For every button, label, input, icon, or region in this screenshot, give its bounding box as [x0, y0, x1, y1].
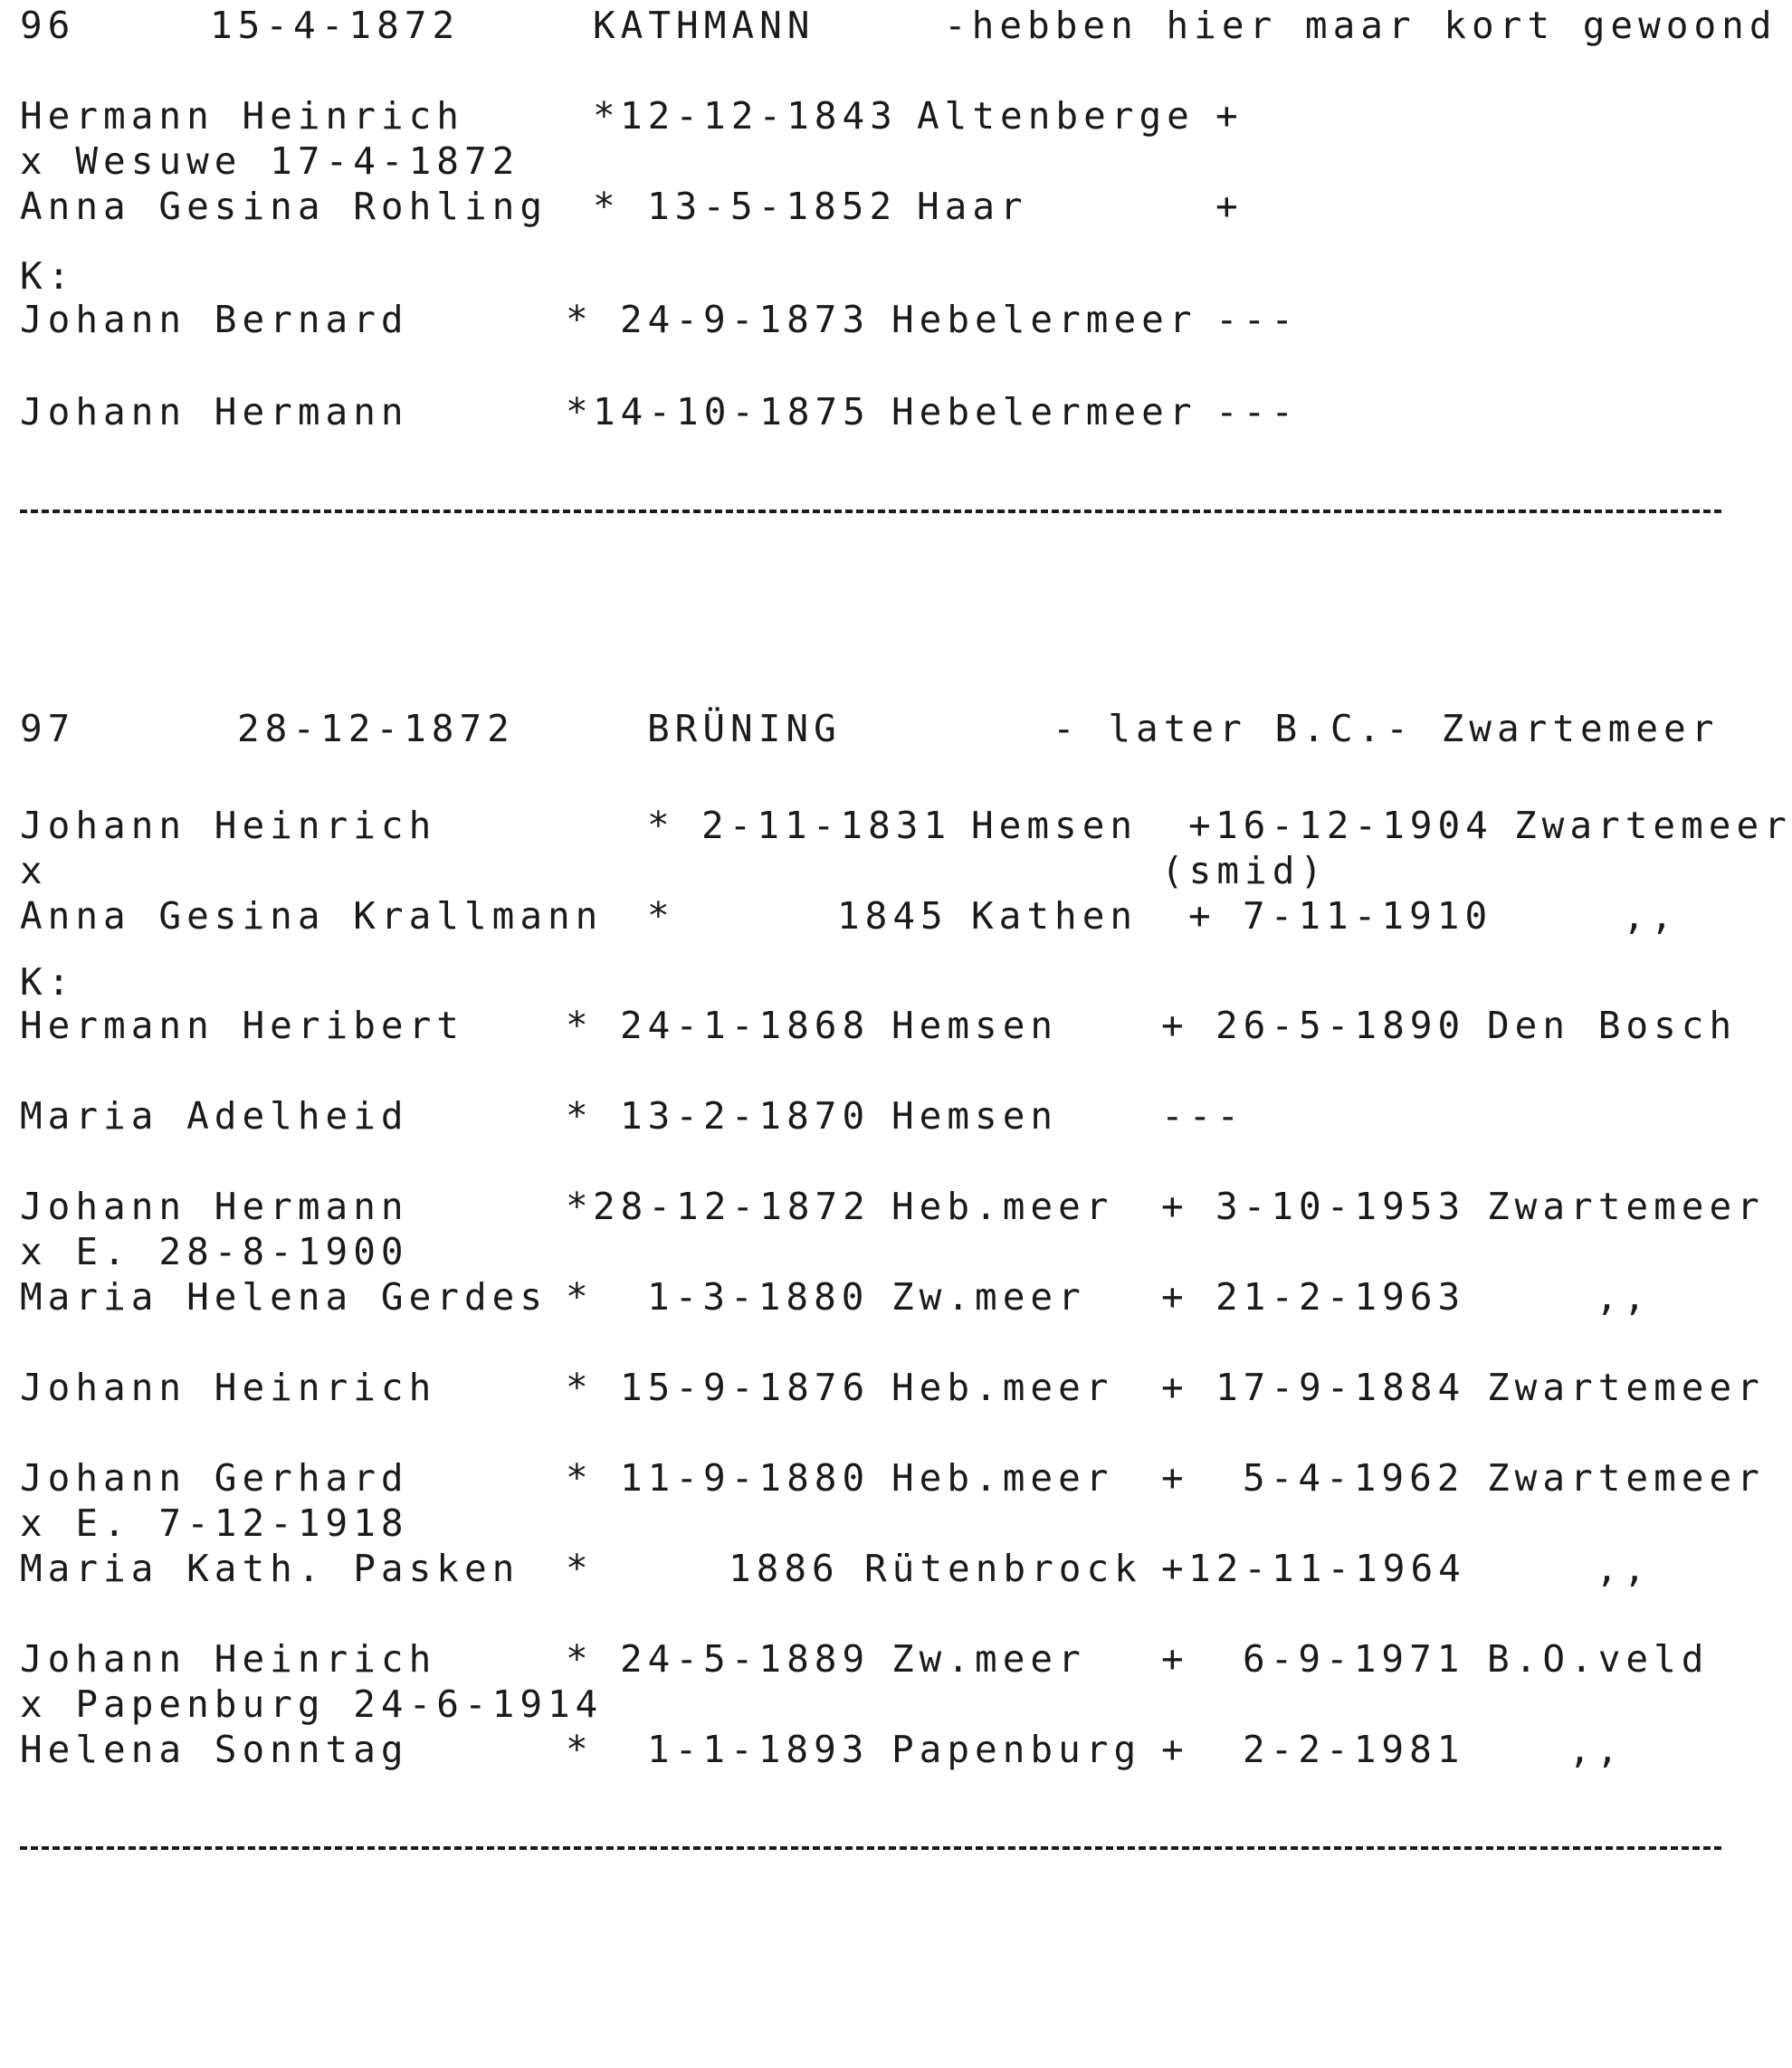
birth-date: 2-11-1831	[701, 804, 952, 847]
birth-mark: *	[647, 804, 675, 847]
birth-place: Hebelermeer	[891, 298, 1197, 341]
birth-date: 11-9-1880	[620, 1456, 871, 1500]
death-place: B.O.veld	[1487, 1637, 1710, 1681]
birth-mark: *	[566, 390, 594, 434]
death-place: ,,	[1568, 1728, 1625, 1771]
person-row	[0, 1094, 1721, 1152]
person-name: Helena Sonntag	[20, 1728, 409, 1771]
person-row	[0, 298, 1721, 356]
person-name: Anna Gesina Krallmann	[20, 894, 604, 938]
death-mark: +	[1188, 894, 1216, 938]
birth-place: Hemsen	[891, 1004, 1059, 1047]
death-mark: +	[1161, 1547, 1189, 1590]
person-name: Johann Hermann	[20, 1185, 409, 1228]
birth-date: 14-10-1875	[593, 390, 871, 434]
birth-mark: *	[566, 298, 594, 341]
birth-place: Hebelermeer	[891, 390, 1197, 434]
death-mark: +	[1188, 804, 1216, 847]
birth-date: 1886	[729, 1547, 840, 1590]
marriage-note: x	[20, 849, 48, 892]
person-name: Hermann Heinrich	[20, 94, 464, 138]
person-row	[0, 390, 1721, 448]
entry-note: - later B.C.- Zwartemeer	[1053, 707, 1720, 750]
birth-mark: *	[593, 185, 621, 228]
person-name: Johann Heinrich	[20, 804, 437, 847]
death-place: Zwartemeer	[1487, 1185, 1765, 1228]
entry-number: 96	[20, 4, 76, 47]
entry-date: 28-12-1872	[237, 707, 515, 750]
entry-note: -hebben hier maar kort gewoond	[944, 4, 1778, 47]
marriage-note: x Wesuwe 17-4-1872	[20, 139, 520, 183]
person-row	[0, 1004, 1738, 1062]
death-date: 17-9-1884	[1215, 1366, 1466, 1409]
death-place: ,,	[1623, 894, 1679, 938]
birth-place: Zw.meer	[891, 1637, 1086, 1681]
birth-place: Hemsen	[971, 804, 1139, 847]
person-row	[0, 185, 1721, 243]
death-mark: ---	[1215, 298, 1300, 341]
death-date: 21-2-1963	[1215, 1275, 1466, 1319]
death-place: ,,	[1596, 1547, 1652, 1590]
birth-place: Heb.meer	[891, 1366, 1114, 1409]
person-name: Johann Heinrich	[20, 1637, 437, 1681]
death-mark: ---	[1161, 1094, 1245, 1138]
death-mark: +	[1161, 1637, 1189, 1681]
children-label: K:	[20, 254, 76, 298]
birth-mark: *	[593, 94, 621, 138]
entry-date: 15-4-1872	[210, 4, 461, 47]
person-name: Hermann Heribert	[20, 1004, 464, 1047]
family-name: BRÜNING	[647, 707, 842, 750]
entry-separator	[20, 1846, 1721, 1850]
death-date: 5-4-1962	[1243, 1456, 1465, 1500]
death-place: Zwartemeer	[1487, 1456, 1765, 1500]
person-row	[0, 1728, 1721, 1786]
birth-date: 24-1-1868	[620, 1004, 871, 1047]
birth-mark: *	[566, 1185, 594, 1228]
death-mark: +	[1215, 94, 1244, 138]
death-place: Zwartemeer	[1514, 804, 1792, 847]
birth-place: Heb.meer	[891, 1456, 1114, 1500]
occupation-note: (smid)	[1161, 849, 1329, 892]
birth-place: Heb.meer	[891, 1185, 1114, 1228]
birth-place: Altenberge	[917, 94, 1195, 138]
birth-date: 15-9-1876	[620, 1366, 871, 1409]
birth-date: 13-2-1870	[620, 1094, 871, 1138]
birth-place: Papenburg	[891, 1728, 1142, 1771]
death-date: 2-2-1981	[1243, 1728, 1465, 1771]
birth-place: Hemsen	[891, 1094, 1059, 1138]
person-name: Johann Heinrich	[20, 1366, 437, 1409]
death-mark: +	[1161, 1456, 1189, 1500]
entry-97-header	[0, 707, 1721, 765]
birth-mark: *	[566, 1637, 594, 1681]
death-date: 7-11-1910	[1243, 894, 1493, 938]
person-name: Johann Bernard	[20, 298, 409, 341]
entry-separator	[20, 510, 1721, 513]
family-name: KATHMANN	[593, 4, 815, 47]
death-mark: +	[1215, 185, 1244, 228]
children-label: K:	[20, 960, 76, 1004]
death-date: 3-10-1953	[1215, 1185, 1466, 1228]
birth-date: 1845	[837, 894, 948, 938]
person-name: Maria Helena Gerdes	[20, 1275, 548, 1319]
death-date: 6-9-1971	[1243, 1637, 1465, 1681]
marriage-note: x E. 7-12-1918	[20, 1501, 409, 1545]
death-mark: +	[1161, 1728, 1189, 1771]
birth-mark: *	[647, 894, 675, 938]
death-place: ,,	[1596, 1275, 1652, 1319]
person-name: Johann Hermann	[20, 390, 409, 434]
birth-place: Kathen	[971, 894, 1139, 938]
birth-date: 28-12-1872	[593, 1185, 871, 1228]
person-row	[0, 894, 1721, 952]
birth-mark: *	[566, 1275, 594, 1319]
birth-date: 1-1-1893	[647, 1728, 870, 1771]
birth-mark: *	[566, 1094, 594, 1138]
birth-date: 24-9-1873	[620, 298, 871, 341]
birth-date: 24-5-1889	[620, 1637, 871, 1681]
entry-number: 97	[20, 707, 76, 750]
death-place: Zwartemeer	[1487, 1366, 1765, 1409]
birth-place: Rütenbrock	[864, 1547, 1142, 1590]
birth-mark: *	[566, 1456, 594, 1500]
person-name: Maria Kath. Pasken	[20, 1547, 520, 1590]
person-row	[0, 1275, 1721, 1333]
death-mark: +	[1161, 1366, 1189, 1409]
death-mark: +	[1161, 1004, 1189, 1047]
death-mark: +	[1161, 1185, 1189, 1228]
birth-place: Zw.meer	[891, 1275, 1086, 1319]
birth-date: 12-12-1843	[620, 94, 898, 138]
death-date: 26-5-1890	[1215, 1004, 1466, 1047]
death-mark: +	[1161, 1275, 1189, 1319]
birth-mark: *	[566, 1366, 594, 1409]
person-name: Maria Adelheid	[20, 1094, 409, 1138]
person-row	[0, 1547, 1721, 1605]
birth-mark: *	[566, 1728, 594, 1771]
birth-date: 13-5-1852	[647, 185, 898, 228]
birth-mark: *	[566, 1004, 594, 1047]
death-mark: ---	[1215, 390, 1300, 434]
person-name: Anna Gesina Rohling	[20, 185, 548, 228]
death-date: 16-12-1904	[1215, 804, 1493, 847]
birth-date: 1-3-1880	[647, 1275, 870, 1319]
birth-mark: *	[566, 1547, 594, 1590]
marriage-note: x E. 28-8-1900	[20, 1230, 409, 1273]
birth-place: Haar	[917, 185, 1028, 228]
entry-96-header	[0, 4, 1778, 62]
person-name: Johann Gerhard	[20, 1456, 409, 1500]
death-date: 12-11-1964	[1188, 1547, 1466, 1590]
marriage-note: x Papenburg 24-6-1914	[20, 1682, 604, 1726]
death-place: Den Bosch	[1487, 1004, 1738, 1047]
person-row	[0, 1366, 1765, 1424]
